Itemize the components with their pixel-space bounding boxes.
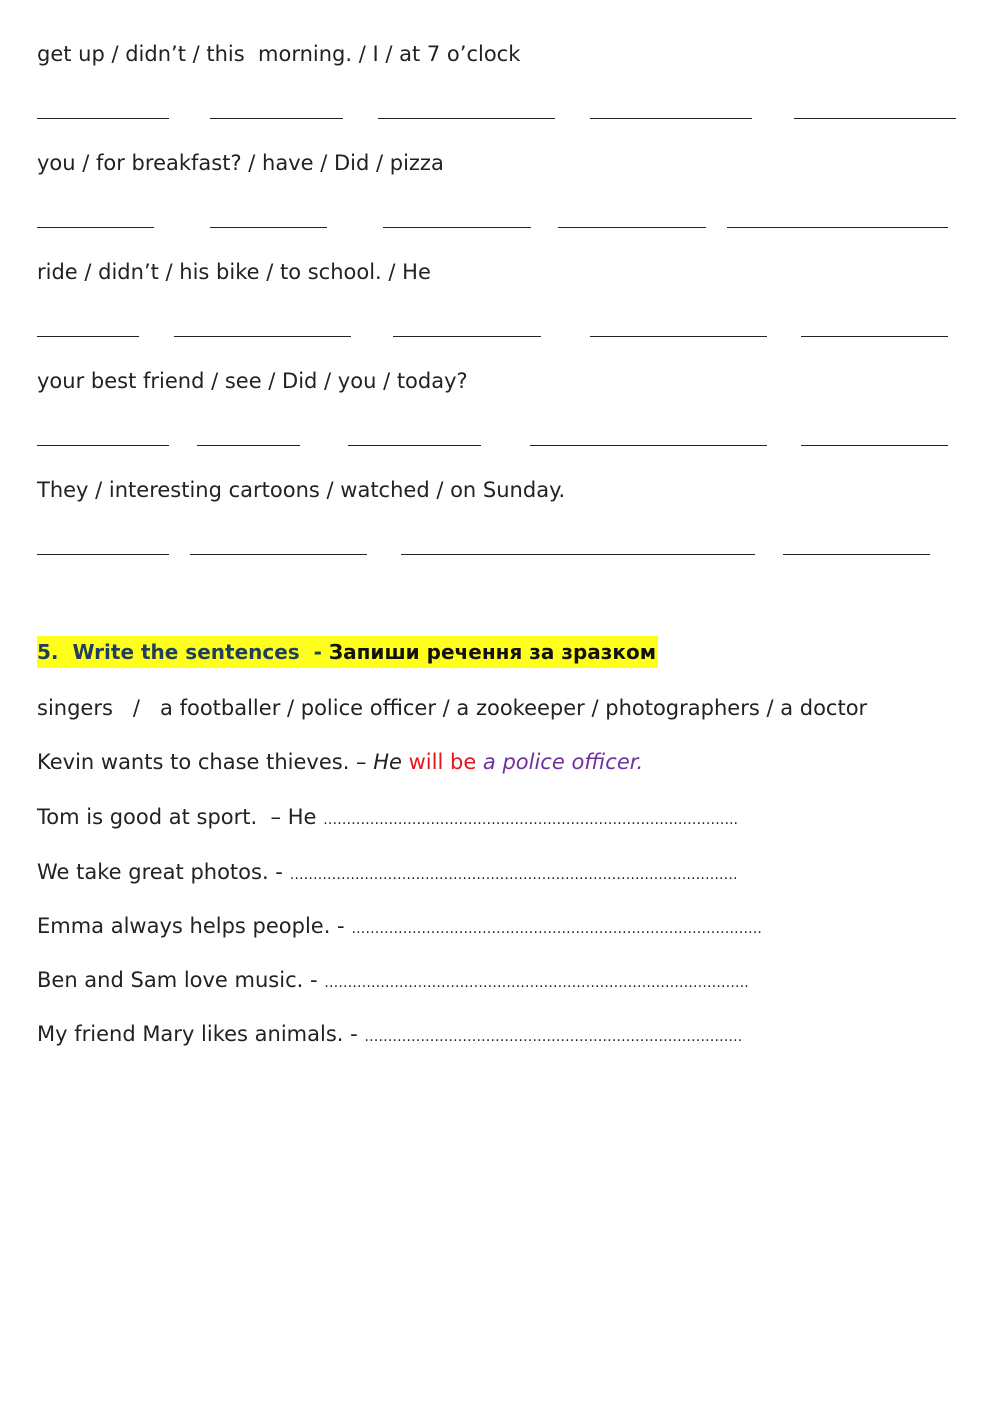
answer-dotted-line[interactable]: ………………………………………………………………………………. [324, 975, 749, 991]
scramble-sentence-3: ride / didn’t / his bike / to school. / He [37, 260, 431, 284]
example-prompt: Kevin wants to chase thieves. – [37, 750, 374, 774]
scramble-sentence-1: get up / didn’t / this morning. / I / at 7 o’clock [37, 42, 521, 66]
item-prompt: We take great photos. - [37, 860, 290, 884]
answer-blank[interactable] [530, 445, 767, 446]
answer-blank[interactable] [348, 445, 481, 446]
exercise-item-2 [37, 858, 738, 889]
answer-dotted-line[interactable]: …………………………………………………………………………….. [323, 812, 738, 828]
answer-blank[interactable] [383, 227, 531, 228]
answer-blank[interactable] [190, 554, 367, 555]
example-subject: He [373, 750, 402, 774]
answer-blank[interactable] [393, 336, 541, 337]
answer-blank[interactable] [801, 336, 948, 337]
scramble-sentence-4: your best friend / see / Did / you / today? [37, 369, 468, 393]
answer-blank[interactable] [794, 118, 956, 119]
answer-dotted-line[interactable]: ……………………………………………………………………………. [351, 921, 762, 937]
answer-dotted-line[interactable]: …………………………………………………………………………………… [289, 867, 738, 883]
answer-blanks-row-5 [0, 554, 1000, 556]
answer-blanks-row-2 [0, 227, 1000, 229]
exercise-item-4 [37, 966, 749, 997]
example-sentence [37, 748, 643, 776]
answer-blank[interactable] [197, 445, 300, 446]
answer-blank[interactable] [210, 227, 327, 228]
item-prompt: Emma always helps people. - [37, 914, 352, 938]
exercise-item-5 [37, 1020, 742, 1051]
answer-blank[interactable] [590, 118, 752, 119]
heading-separator: - [306, 640, 329, 664]
scramble-sentence-2: you / for breakfast? / have / Did / pizza [37, 151, 444, 175]
exercise-title-ukrainian: Запиши речення за зразком [328, 640, 657, 664]
answer-blank[interactable] [37, 227, 154, 228]
scramble-sentence-5: They / interesting cartoons / watched / on Sunday. [37, 478, 566, 502]
example-verb: will be [401, 750, 477, 774]
answer-blank[interactable] [558, 227, 706, 228]
answer-blank[interactable] [378, 118, 555, 119]
exercise-item-1 [37, 803, 738, 834]
exercise-number: 5. [37, 640, 59, 664]
exercise-title: Write the sentences [72, 640, 300, 664]
answer-blank[interactable] [590, 336, 767, 337]
item-prompt: My friend Mary likes animals. - [37, 1022, 365, 1046]
answer-blank[interactable] [37, 445, 169, 446]
example-answer: a police officer. [476, 750, 644, 774]
answer-blanks-row-4 [0, 445, 1000, 447]
answer-blank[interactable] [37, 336, 139, 337]
item-prompt: Ben and Sam love music. - [37, 968, 325, 992]
answer-blank[interactable] [174, 336, 351, 337]
item-prompt: Tom is good at sport. – He [37, 805, 324, 829]
word-bank: singers / a footballer / police officer / a zookeeper / photographers / a doctor [37, 696, 868, 720]
answer-dotted-line[interactable]: ……………………………………………………………………… [364, 1029, 743, 1045]
answer-blank[interactable] [783, 554, 930, 555]
answer-blank[interactable] [801, 445, 948, 446]
answer-blank[interactable] [37, 554, 169, 555]
exercise-5-heading [37, 636, 658, 668]
answer-blanks-row-3 [0, 336, 1000, 338]
exercise-item-3 [37, 912, 762, 943]
answer-blank[interactable] [727, 227, 948, 228]
answer-blank[interactable] [401, 554, 755, 555]
answer-blank[interactable] [37, 118, 169, 119]
answer-blanks-row-1 [0, 118, 1000, 120]
answer-blank[interactable] [210, 118, 343, 119]
